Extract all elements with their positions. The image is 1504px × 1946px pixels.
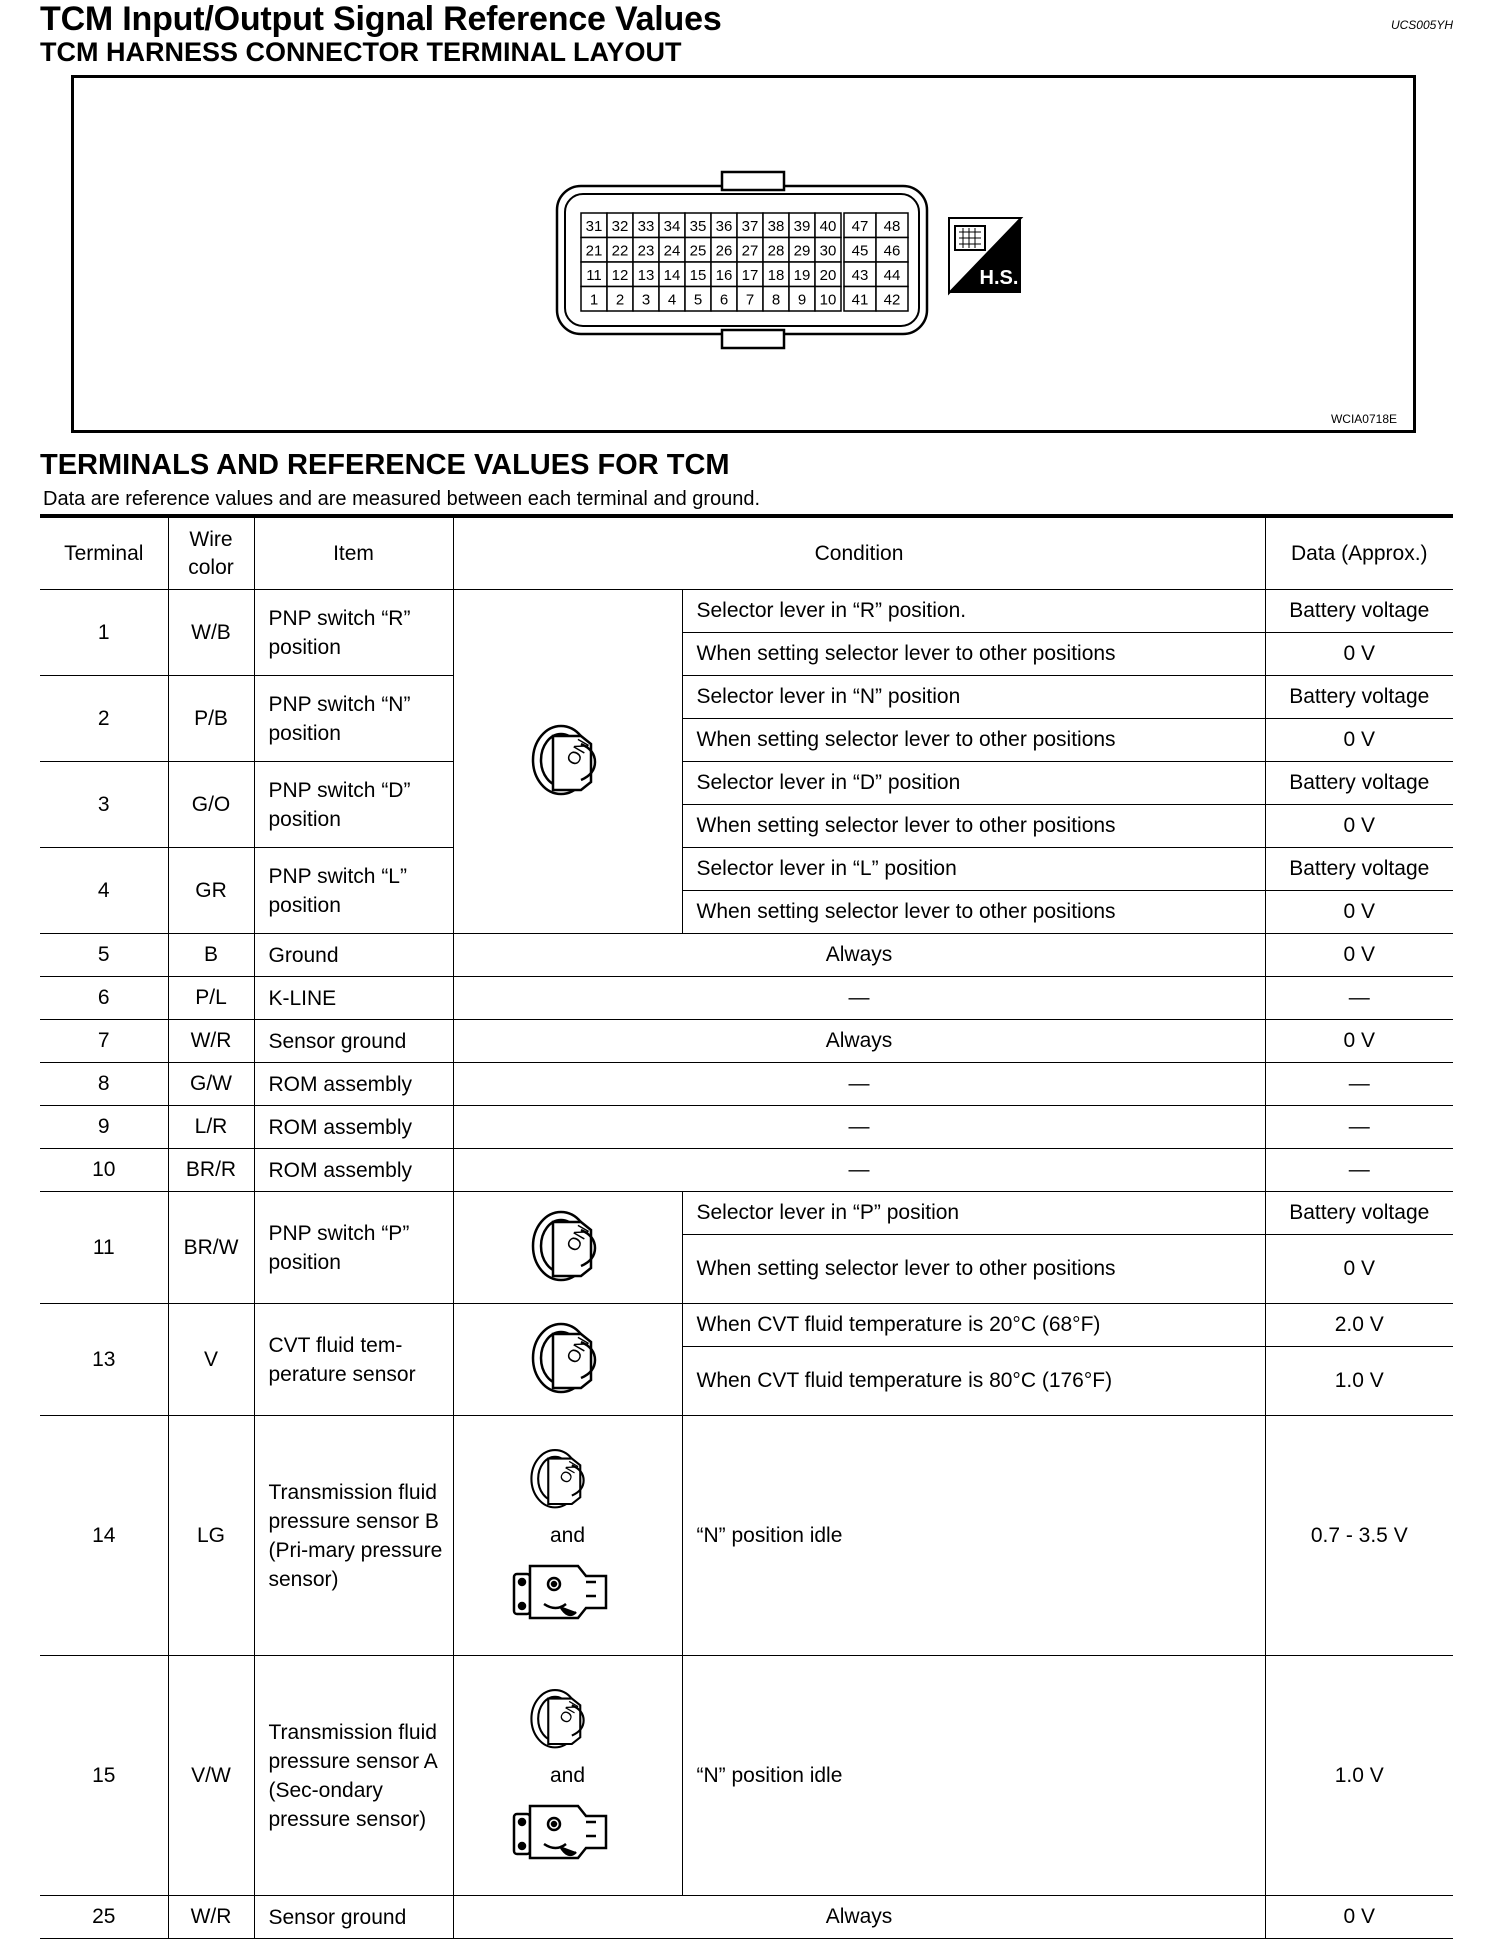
section-title: TERMINALS AND REFERENCE VALUES FOR TCM [40, 449, 730, 481]
wire-cell: P/B [168, 676, 254, 762]
and-label: and [549, 1763, 586, 1787]
table-row [40, 848, 1453, 891]
terminal-cell: 1 [40, 590, 168, 676]
svg-text:ON: ON [561, 1333, 593, 1367]
condition-cell: — [453, 1149, 1265, 1192]
connector-pin-label: 1 [589, 291, 599, 309]
data-cell: Battery voltage [1265, 590, 1453, 633]
connector-pin-label: 36 [715, 218, 733, 235]
connector-pin-label: 42 [883, 291, 901, 309]
connector-pin-label: 13 [637, 267, 655, 284]
item-cell: Sensor ground [254, 1896, 453, 1939]
connector-pin-label: 2 [615, 291, 625, 309]
connector-pin-label: 10 [819, 291, 837, 309]
terminal-cell: 8 [40, 1063, 168, 1106]
connector-pin-label: 38 [767, 218, 785, 235]
terminal-cell: 6 [40, 977, 168, 1020]
condition-cell: When setting selector lever to other positions [682, 633, 1265, 676]
engine-running-icon [508, 1792, 628, 1872]
header-data: Data (Approx.) [1265, 518, 1453, 590]
connector-pin-label: 22 [611, 242, 629, 260]
table-row [40, 1192, 1453, 1235]
condition-cell: When setting selector lever to other positions [682, 891, 1265, 934]
engine-running-icon [508, 1552, 628, 1632]
document-code: UCS005YH [1390, 18, 1453, 32]
wire-cell: V [168, 1304, 254, 1416]
connector-pin-label: 32 [611, 218, 629, 235]
connector-pin-label: 21 [585, 242, 603, 260]
connector-pin-label: 43 [851, 267, 869, 284]
ignition-on-icon [523, 714, 613, 809]
data-cell: 0 V [1265, 805, 1453, 848]
connector-pin-label: 35 [689, 218, 707, 235]
ignition-and-engine-icon-cell [453, 1656, 682, 1896]
header-terminal: Terminal [40, 518, 168, 590]
item-cell: PNP switch “R” position [254, 590, 453, 676]
connector-pin-label: 34 [663, 218, 681, 235]
condition-cell: When CVT fluid temperature is 20°C (68°F) [682, 1304, 1265, 1347]
ignition-on-icon [523, 1680, 613, 1760]
terminal-cell: 3 [40, 762, 168, 848]
connector-pin-label: 48 [883, 218, 901, 235]
ignition-on-icon-cell [453, 1192, 682, 1304]
ignition-on-icon-cell [453, 1304, 682, 1416]
item-cell: PNP switch “D” position [254, 762, 453, 848]
connector-pin-label: 39 [793, 218, 811, 235]
data-cell: 0 V [1265, 1235, 1453, 1304]
item-cell: PNP switch “N” position [254, 676, 453, 762]
and-label: and [549, 1523, 586, 1547]
terminal-cell: 4 [40, 848, 168, 934]
harness-connector-drawing [557, 172, 927, 348]
svg-text:ON: ON [561, 1221, 593, 1255]
condition-cell: Always [453, 934, 1265, 977]
connector-pin-label: 23 [637, 242, 655, 260]
item-cell: Transmission fluid pressure sensor A (Sec-ondary pressure sensor) [254, 1656, 453, 1896]
data-cell: Battery voltage [1265, 676, 1453, 719]
wire-cell: W/R [168, 1896, 254, 1939]
condition-cell: — [453, 977, 1265, 1020]
connector-pin-label: 29 [793, 242, 811, 260]
wire-cell: GR [168, 848, 254, 934]
connector-pin-label: 40 [819, 218, 837, 235]
connector-pin-label: 15 [689, 267, 707, 284]
header-wire-color: Wire color [168, 518, 254, 590]
connector-pin-label: 6 [719, 291, 729, 309]
ignition-and-engine-icon-cell [453, 1416, 682, 1656]
condition-cell: When setting selector lever to other positions [682, 1235, 1265, 1304]
item-cell: ROM assembly [254, 1063, 453, 1106]
condition-cell: Selector lever in “P” position [682, 1192, 1265, 1235]
section-note: Data are reference values and are measured between each terminal and ground. [43, 488, 761, 510]
condition-cell: “N” position idle [682, 1416, 1265, 1656]
terminal-cell: 15 [40, 1656, 168, 1896]
item-cell: K-LINE [254, 977, 453, 1020]
ignition-on-icon [523, 1200, 613, 1295]
data-cell: 1.0 V [1265, 1347, 1453, 1416]
connector-pin-label: 33 [637, 218, 655, 235]
condition-cell: Always [453, 1020, 1265, 1063]
svg-text:ON: ON [556, 1697, 583, 1727]
terminal-cell: 7 [40, 1020, 168, 1063]
item-cell: PNP switch “P” position [254, 1192, 453, 1304]
figure-code: WCIA0718E [1330, 412, 1397, 426]
item-cell: ROM assembly [254, 1106, 453, 1149]
connector-pin-label: 31 [585, 218, 603, 235]
table-row [40, 676, 1453, 719]
connector-pin-label: 19 [793, 267, 811, 284]
data-cell: 0 V [1265, 1020, 1453, 1063]
connector-pin-label: 24 [663, 242, 681, 260]
connector-pin-label: 5 [693, 291, 703, 309]
ignition-on-icon [523, 1312, 613, 1407]
terminal-cell: 5 [40, 934, 168, 977]
data-cell: Battery voltage [1265, 762, 1453, 805]
connector-pin-label: 14 [663, 267, 681, 284]
data-cell: 0 V [1265, 934, 1453, 977]
wire-cell: LG [168, 1416, 254, 1656]
terminal-cell: 13 [40, 1304, 168, 1416]
condition-cell: “N” position idle [682, 1656, 1265, 1896]
terminal-cell: 25 [40, 1896, 168, 1939]
connector-pin-label: 16 [715, 267, 733, 284]
data-cell: 0 V [1265, 633, 1453, 676]
connector-pin-label: 45 [851, 242, 869, 260]
table-row [40, 1416, 1453, 1656]
condition-cell: Selector lever in “R” position. [682, 590, 1265, 633]
connector-layout-figure [71, 75, 1416, 433]
table-row [40, 1304, 1453, 1347]
condition-cell: — [453, 1063, 1265, 1106]
connector-pin-label: 46 [883, 242, 901, 260]
condition-cell: When setting selector lever to other positions [682, 805, 1265, 848]
item-cell: Ground [254, 934, 453, 977]
condition-cell: Selector lever in “D” position [682, 762, 1265, 805]
page-title: TCM Input/Output Signal Reference Values [40, 0, 722, 38]
terminal-cell: 10 [40, 1149, 168, 1192]
table-header-row [40, 518, 1453, 590]
data-cell: 0.7 - 3.5 V [1265, 1416, 1453, 1656]
connector-pin-label: 9 [797, 291, 807, 309]
condition-cell: When setting selector lever to other positions [682, 719, 1265, 762]
condition-cell: Always [453, 1896, 1265, 1939]
svg-text:ON: ON [561, 735, 593, 769]
connector-pin-label: 20 [819, 267, 837, 284]
wire-cell: W/B [168, 590, 254, 676]
item-cell: PNP switch “L” position [254, 848, 453, 934]
connector-pin-label: 37 [741, 218, 759, 235]
ignition-on-icon-cell [453, 590, 682, 934]
connector-pin-label: 26 [715, 242, 733, 260]
data-cell: — [1265, 1106, 1453, 1149]
wire-cell: BR/W [168, 1192, 254, 1304]
table-row [40, 1896, 1453, 1939]
table-row [40, 1063, 1453, 1106]
item-cell: CVT fluid tem-perature sensor [254, 1304, 453, 1416]
connector-pin-label: 41 [851, 291, 869, 309]
data-cell: 0 V [1265, 891, 1453, 934]
page-subtitle: TCM HARNESS CONNECTOR TERMINAL LAYOUT [40, 37, 682, 67]
data-cell: — [1265, 1149, 1453, 1192]
hs-label: H.S. [979, 267, 1019, 289]
data-cell: 0 V [1265, 1896, 1453, 1939]
item-cell: Transmission fluid pressure sensor B (Pri-mary pressure sensor) [254, 1416, 453, 1656]
connector-pin-label: 18 [767, 267, 785, 284]
data-cell: — [1265, 1063, 1453, 1106]
connector-pin-label: 8 [771, 291, 781, 309]
data-cell: 2.0 V [1265, 1304, 1453, 1347]
connector-pin-label: 44 [883, 267, 901, 284]
connector-pin-label: 30 [819, 242, 837, 260]
connector-pin-label: 11 [586, 267, 602, 284]
wire-cell: L/R [168, 1106, 254, 1149]
table-row [40, 934, 1453, 977]
terminal-cell: 9 [40, 1106, 168, 1149]
table-row [40, 1106, 1453, 1149]
connector-latch-bottom [722, 330, 784, 348]
connector-pin-label: 3 [641, 291, 651, 309]
table-row [40, 1020, 1453, 1063]
header-condition: Condition [453, 518, 1265, 590]
connector-pin-label: 27 [741, 242, 759, 260]
item-cell: ROM assembly [254, 1149, 453, 1192]
condition-cell: Selector lever in “L” position [682, 848, 1265, 891]
svg-text:ON: ON [556, 1457, 583, 1487]
connector-diagram [74, 78, 1413, 430]
condition-cell: — [453, 1106, 1265, 1149]
connector-pin-label: 7 [745, 291, 755, 309]
wire-cell: G/O [168, 762, 254, 848]
connector-latch-top [722, 172, 784, 190]
connector-pin-label: 47 [851, 218, 869, 235]
connector-pin-label: 25 [689, 242, 707, 260]
data-cell: 0 V [1265, 719, 1453, 762]
wire-cell: P/L [168, 977, 254, 1020]
data-cell: Battery voltage [1265, 848, 1453, 891]
table-row [40, 977, 1453, 1020]
data-cell: — [1265, 977, 1453, 1020]
wire-cell: G/W [168, 1063, 254, 1106]
terminal-cell: 2 [40, 676, 168, 762]
reference-values-table [40, 517, 1453, 1939]
condition-cell: Selector lever in “N” position [682, 676, 1265, 719]
wire-cell: W/R [168, 1020, 254, 1063]
connector-pin-label: 28 [767, 242, 785, 260]
connector-pin-label: 12 [611, 267, 629, 284]
data-cell: 1.0 V [1265, 1656, 1453, 1896]
connector-pin-label: 4 [667, 291, 677, 309]
table-row [40, 762, 1453, 805]
table-row [40, 590, 1453, 633]
header-item: Item [254, 518, 453, 590]
terminal-cell: 11 [40, 1192, 168, 1304]
table-row [40, 1149, 1453, 1192]
data-cell: Battery voltage [1265, 1192, 1453, 1235]
wire-cell: V/W [168, 1656, 254, 1896]
item-cell: Sensor ground [254, 1020, 453, 1063]
condition-cell: When CVT fluid temperature is 80°C (176°F) [682, 1347, 1265, 1416]
table-row [40, 1656, 1453, 1896]
connector-pin-label: 17 [741, 267, 759, 284]
wire-cell: BR/R [168, 1149, 254, 1192]
wire-cell: B [168, 934, 254, 977]
terminal-cell: 14 [40, 1416, 168, 1656]
hs-icon [949, 218, 1021, 293]
ignition-on-icon [523, 1440, 613, 1520]
